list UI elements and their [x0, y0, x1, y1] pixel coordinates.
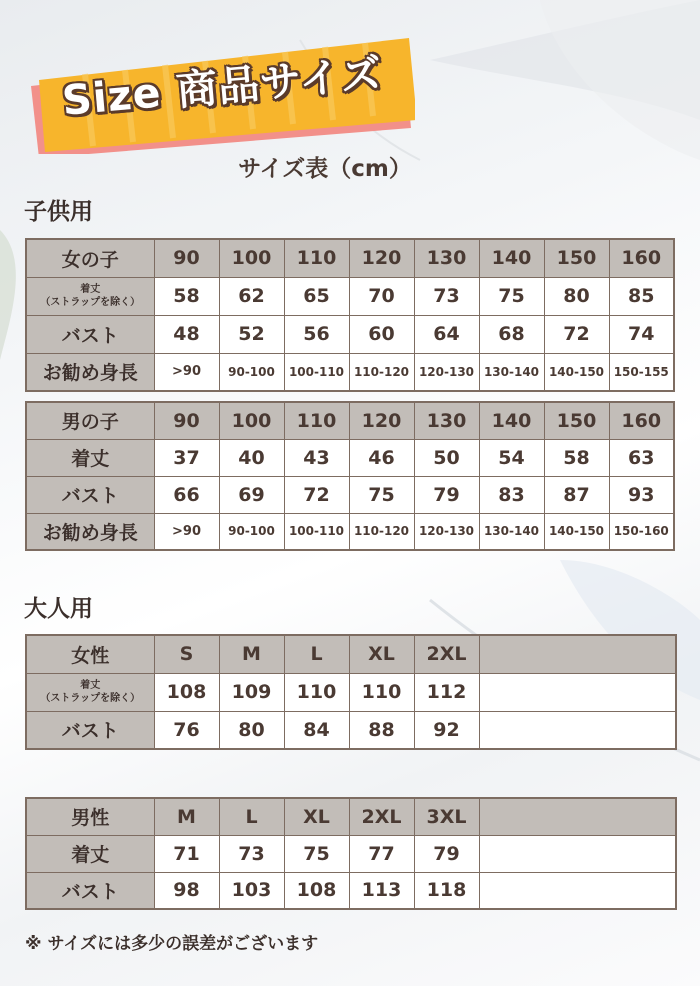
value-cell: 68 — [479, 315, 544, 353]
bust-label: バスト — [26, 711, 154, 749]
value-cell: 73 — [219, 835, 284, 872]
table-row — [26, 315, 674, 353]
value-cell: 109 — [219, 673, 284, 711]
size-cell: M — [154, 798, 219, 835]
value-cell: 62 — [219, 277, 284, 315]
bust-label: バスト — [26, 476, 154, 513]
value-cell: 110 — [284, 673, 349, 711]
value-cell: 48 — [154, 315, 219, 353]
table-row — [26, 353, 674, 391]
recommended-height-label: お勧め身長 — [26, 513, 154, 550]
length-label — [26, 673, 154, 711]
value-cell: 90-100 — [219, 513, 284, 550]
women-header: 女性 — [26, 635, 154, 673]
length-label: 着丈 — [26, 439, 154, 476]
size-tolerance-note: ※ サイズには多少の誤差がございます — [25, 934, 319, 954]
value-cell: 113 — [349, 872, 414, 909]
size-cell: S — [154, 635, 219, 673]
value-cell: 87 — [544, 476, 609, 513]
value-cell: 79 — [414, 476, 479, 513]
value-cell: 118 — [414, 872, 479, 909]
size-cell: 2XL — [349, 798, 414, 835]
size-cell: 160 — [609, 402, 674, 439]
value-cell: 69 — [219, 476, 284, 513]
empty-cell — [479, 635, 676, 673]
size-cell: 2XL — [414, 635, 479, 673]
value-cell: 64 — [414, 315, 479, 353]
value-cell: 72 — [284, 476, 349, 513]
value-cell: 75 — [479, 277, 544, 315]
boys-header: 男の子 — [26, 402, 154, 439]
value-cell: 70 — [349, 277, 414, 315]
women-size-table — [25, 634, 677, 750]
value-cell: 58 — [154, 277, 219, 315]
value-cell: 110 — [349, 673, 414, 711]
size-cell: 90 — [154, 402, 219, 439]
value-cell: 46 — [349, 439, 414, 476]
size-cell: M — [219, 635, 284, 673]
value-cell: 88 — [349, 711, 414, 749]
value-cell: >90 — [154, 353, 219, 391]
value-cell: 108 — [154, 673, 219, 711]
size-cell: 160 — [609, 239, 674, 277]
size-cell: 120 — [349, 402, 414, 439]
table-row — [26, 798, 676, 835]
length-label — [26, 277, 154, 315]
size-cell: 130 — [414, 402, 479, 439]
value-cell: 80 — [219, 711, 284, 749]
size-cell: 100 — [219, 402, 284, 439]
girls-size-table — [25, 238, 675, 392]
length-label: 着丈 — [26, 835, 154, 872]
men-size-table — [25, 797, 677, 910]
size-cell: 3XL — [414, 798, 479, 835]
kids-heading: 子供用 — [24, 199, 93, 225]
size-cell: 130 — [414, 239, 479, 277]
size-cell: L — [284, 635, 349, 673]
empty-cell — [479, 673, 676, 711]
value-cell: 66 — [154, 476, 219, 513]
value-cell: 83 — [479, 476, 544, 513]
table-row — [26, 872, 676, 909]
length-label-main: 着丈 — [80, 284, 101, 295]
empty-cell — [479, 798, 676, 835]
length-label-note: （ストラップを除く） — [40, 693, 141, 704]
recommended-height-label: お勧め身長 — [26, 353, 154, 391]
size-cell: 100 — [219, 239, 284, 277]
value-cell: 120-130 — [414, 353, 479, 391]
value-cell: 150-160 — [609, 513, 674, 550]
value-cell: 150-155 — [609, 353, 674, 391]
value-cell: 52 — [219, 315, 284, 353]
value-cell: 100-110 — [284, 513, 349, 550]
value-cell: 130-140 — [479, 353, 544, 391]
value-cell: 71 — [154, 835, 219, 872]
value-cell: 75 — [284, 835, 349, 872]
size-cell: 140 — [479, 239, 544, 277]
value-cell: 58 — [544, 439, 609, 476]
table-row — [26, 673, 676, 711]
value-cell: 56 — [284, 315, 349, 353]
value-cell: 65 — [284, 277, 349, 315]
value-cell: 100-110 — [284, 353, 349, 391]
value-cell: 79 — [414, 835, 479, 872]
value-cell: 84 — [284, 711, 349, 749]
value-cell: 37 — [154, 439, 219, 476]
value-cell: 50 — [414, 439, 479, 476]
empty-cell — [479, 711, 676, 749]
value-cell: 103 — [219, 872, 284, 909]
value-cell: 85 — [609, 277, 674, 315]
value-cell: 130-140 — [479, 513, 544, 550]
length-label-note: （ストラップを除く） — [40, 297, 141, 308]
value-cell: 140-150 — [544, 513, 609, 550]
empty-cell — [479, 835, 676, 872]
table-row — [26, 239, 674, 277]
banner-title: Size 商品サイズ — [60, 49, 385, 125]
value-cell: 98 — [154, 872, 219, 909]
value-cell: >90 — [154, 513, 219, 550]
value-cell: 43 — [284, 439, 349, 476]
value-cell: 110-120 — [349, 353, 414, 391]
table-row — [26, 277, 674, 315]
value-cell: 76 — [154, 711, 219, 749]
value-cell: 112 — [414, 673, 479, 711]
value-cell: 74 — [609, 315, 674, 353]
bust-label: バスト — [26, 872, 154, 909]
value-cell: 73 — [414, 277, 479, 315]
value-cell: 40 — [219, 439, 284, 476]
adults-heading: 大人用 — [24, 596, 93, 622]
value-cell: 140-150 — [544, 353, 609, 391]
length-label-main: 着丈 — [80, 680, 101, 691]
table-row — [26, 439, 674, 476]
value-cell: 92 — [414, 711, 479, 749]
value-cell: 75 — [349, 476, 414, 513]
size-cell: 90 — [154, 239, 219, 277]
empty-cell — [479, 872, 676, 909]
value-cell: 77 — [349, 835, 414, 872]
value-cell: 108 — [284, 872, 349, 909]
size-cell: L — [219, 798, 284, 835]
size-table-title: サイズ表（cm） — [238, 156, 412, 182]
value-cell: 90-100 — [219, 353, 284, 391]
size-cell: 150 — [544, 402, 609, 439]
table-row — [26, 476, 674, 513]
table-row — [26, 402, 674, 439]
size-cell: XL — [284, 798, 349, 835]
value-cell: 63 — [609, 439, 674, 476]
bust-label: バスト — [26, 315, 154, 353]
size-cell: 120 — [349, 239, 414, 277]
size-cell: 150 — [544, 239, 609, 277]
table-row — [26, 513, 674, 550]
value-cell: 93 — [609, 476, 674, 513]
girls-header: 女の子 — [26, 239, 154, 277]
table-row — [26, 835, 676, 872]
size-cell: XL — [349, 635, 414, 673]
value-cell: 120-130 — [414, 513, 479, 550]
value-cell: 80 — [544, 277, 609, 315]
men-header: 男性 — [26, 798, 154, 835]
table-row — [26, 711, 676, 749]
size-cell: 110 — [284, 402, 349, 439]
table-row — [26, 635, 676, 673]
size-cell: 140 — [479, 402, 544, 439]
value-cell: 54 — [479, 439, 544, 476]
boys-size-table — [25, 401, 675, 551]
value-cell: 60 — [349, 315, 414, 353]
value-cell: 110-120 — [349, 513, 414, 550]
size-cell: 110 — [284, 239, 349, 277]
value-cell: 72 — [544, 315, 609, 353]
